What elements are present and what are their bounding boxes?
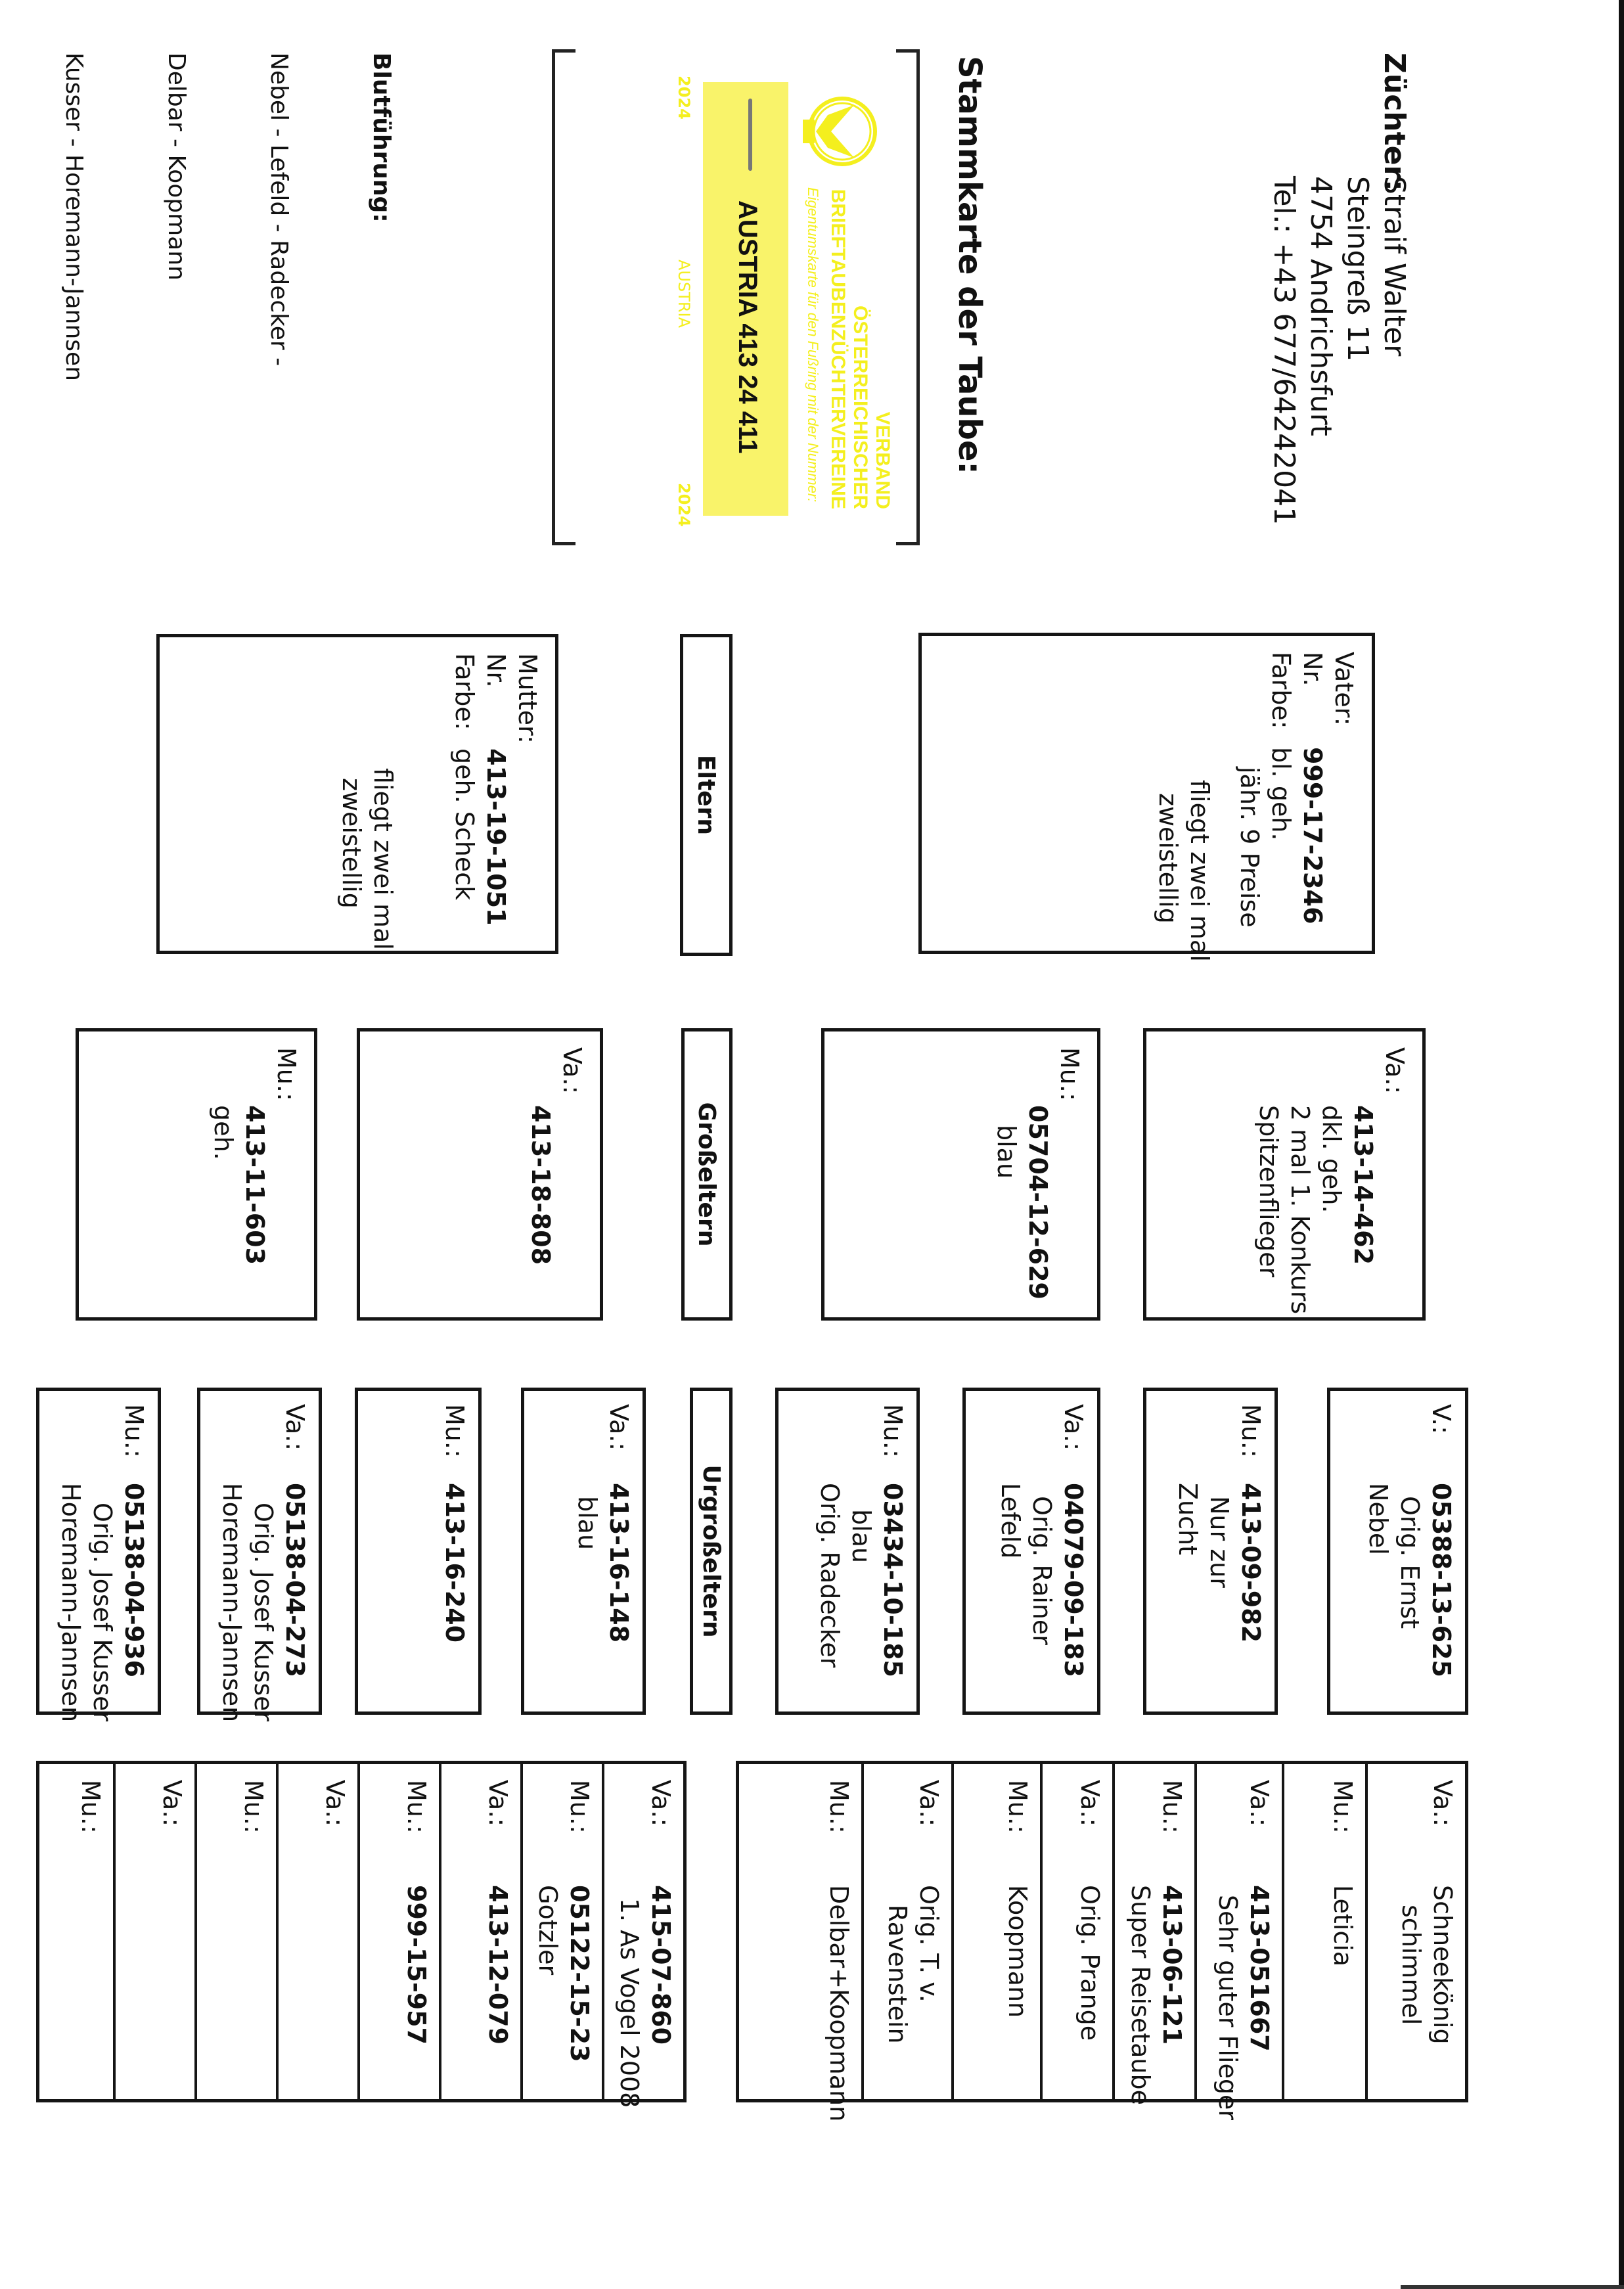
gen4-row: Mu.: Leticia xyxy=(1282,1764,1365,2099)
great-grandparent-box: Va.:04079-09-183 Orig. Rainer Lefeld xyxy=(962,1388,1100,1715)
generation-label-grandparents: Großeltern xyxy=(681,1028,733,1321)
great-grandparent-box: V.:05388-13-625 Orig. Ernst Nebel xyxy=(1327,1388,1468,1715)
father-box: Vater: Nr.999-17-2346 Farbe:bl. geh. jähr. 9 Preise fliegt zwei mal zweistellig xyxy=(918,633,1375,954)
bloodline-line: Nebel - Lefeld - Radecker - xyxy=(265,53,292,367)
gen4-row: Va.: xyxy=(276,1764,357,2099)
bracket-top xyxy=(896,49,920,545)
gen4-row: Va.: Schneekönig schimmel xyxy=(1365,1764,1465,2099)
page-title: Stammkarte der Taube: xyxy=(951,56,988,474)
breeder-phone: Tel.: +43 677/6424​2041 xyxy=(1267,176,1301,526)
ring-card-subtitle: Eigentumskarte für den Fußring mit der Nummer: xyxy=(805,187,821,503)
breeder-block xyxy=(1265,53,1412,525)
gen4-row: Mu.: 999-15-957 xyxy=(357,1764,439,2099)
mother-label: Mutter: xyxy=(513,653,542,744)
gen4-row: Mu.: xyxy=(194,1764,276,2099)
breeder-street: Steingreß 11 xyxy=(1341,176,1374,362)
gen4-row: Mu.: 413-06-121 Super Reisetaube xyxy=(1112,1764,1194,2099)
gen4-upper-table xyxy=(736,1761,1468,2122)
grandparent-box: Va.: 413-14-462 dkl. geh. 2 mal 1. Konkurs Spitzenflieger xyxy=(1143,1028,1426,1321)
grandparent-box: Mu.: 413-11-603 geh. xyxy=(76,1028,317,1321)
gen4-row: Mu.: Koopmann xyxy=(951,1764,1040,2099)
bloodline-line: Delbar - Koopmann xyxy=(163,53,190,281)
gen4-row: Mu.: Delbar+Koopmann xyxy=(824,1780,853,2122)
grandparent-box: Va.: 413-18-808 xyxy=(357,1028,603,1321)
org-name: VERBAND ÖSTERREICHISCHER BRIEFTAUBENZÜCHTERVEREINE xyxy=(827,189,893,509)
father-label: Vater: xyxy=(1330,652,1359,726)
staple-icon xyxy=(748,99,752,171)
gen4-row: Mu.: 05122-15-23 Gotzler xyxy=(520,1764,602,2099)
ring-card xyxy=(552,49,920,545)
bloodline-block xyxy=(0,53,466,381)
gen4-row: Va.: 413-12-079 xyxy=(439,1764,520,2099)
father-number: 999-17-2346 xyxy=(1298,747,1327,924)
bloodline-line: Kusser - Horemann-Jannsen xyxy=(60,53,87,382)
father-color: bl. geh. xyxy=(1267,747,1296,841)
gen4-row: Va.: 415-07-860 1. As Vogel 2008 xyxy=(602,1764,683,2099)
grandparent-box: Mu.: 05704-12-629 blau xyxy=(821,1028,1100,1321)
ring-stripe xyxy=(703,82,788,516)
great-grandparent-box: Va.:05138-04-273 Orig. Josef Kusser Horemann-Jannsen xyxy=(197,1388,322,1715)
gen4-row: Va.: 413-051667 Sehr guter Flieger xyxy=(1194,1764,1282,2099)
generation-label-great-grandparents: Urgroßeltern xyxy=(690,1388,733,1715)
ring-year-right: 2024 xyxy=(675,483,693,527)
great-grandparent-box: Mu.:05138-04-936 Orig. Josef Kusser Horemann-Jannsen xyxy=(36,1388,161,1715)
bracket-bottom xyxy=(552,49,575,545)
bloodline-label: Blutführung: xyxy=(368,53,395,223)
breeder-name: Straif Walter xyxy=(1378,176,1411,357)
ring-year-left: 2024 xyxy=(675,76,693,120)
gen4-row: Va.: Orig. T. v. Ravenstein xyxy=(861,1764,951,2099)
generation-label-parents: Eltern xyxy=(680,634,733,956)
gen4-row: Mu.: xyxy=(76,1780,105,1834)
gen4-row: Va.: Orig. Prange xyxy=(1040,1764,1112,2099)
great-grandparent-box: Mu.:413-09-982 Nur zur Zucht xyxy=(1143,1388,1278,1715)
gen4-row: Va.: xyxy=(113,1764,194,2099)
mother-number: 413-19-1051 xyxy=(482,748,510,926)
ring-country: AUSTRIA xyxy=(675,260,693,329)
great-grandparent-box: Va.:413-16-148 blau xyxy=(521,1388,646,1715)
ring-number: AUSTRIA 413 24 411 xyxy=(733,200,762,454)
mother-box: Mutter: Nr.413-19-1051 Farbe:geh. Scheck fliegt zwei mal zweistellig xyxy=(156,634,558,954)
breeder-city: 4754 Andrichsfurt xyxy=(1304,176,1338,436)
mother-color: geh. Scheck xyxy=(450,748,479,901)
great-grandparent-box: Mu.:03434-10-185 blau Orig. Radecker xyxy=(775,1388,920,1715)
pigeon-emblem-icon xyxy=(801,85,893,177)
breeder-label: Züchter: xyxy=(1378,53,1411,191)
great-grandparent-box: Mu.:413-16-240 xyxy=(355,1388,482,1715)
gen4-lower-table xyxy=(36,1761,687,2108)
